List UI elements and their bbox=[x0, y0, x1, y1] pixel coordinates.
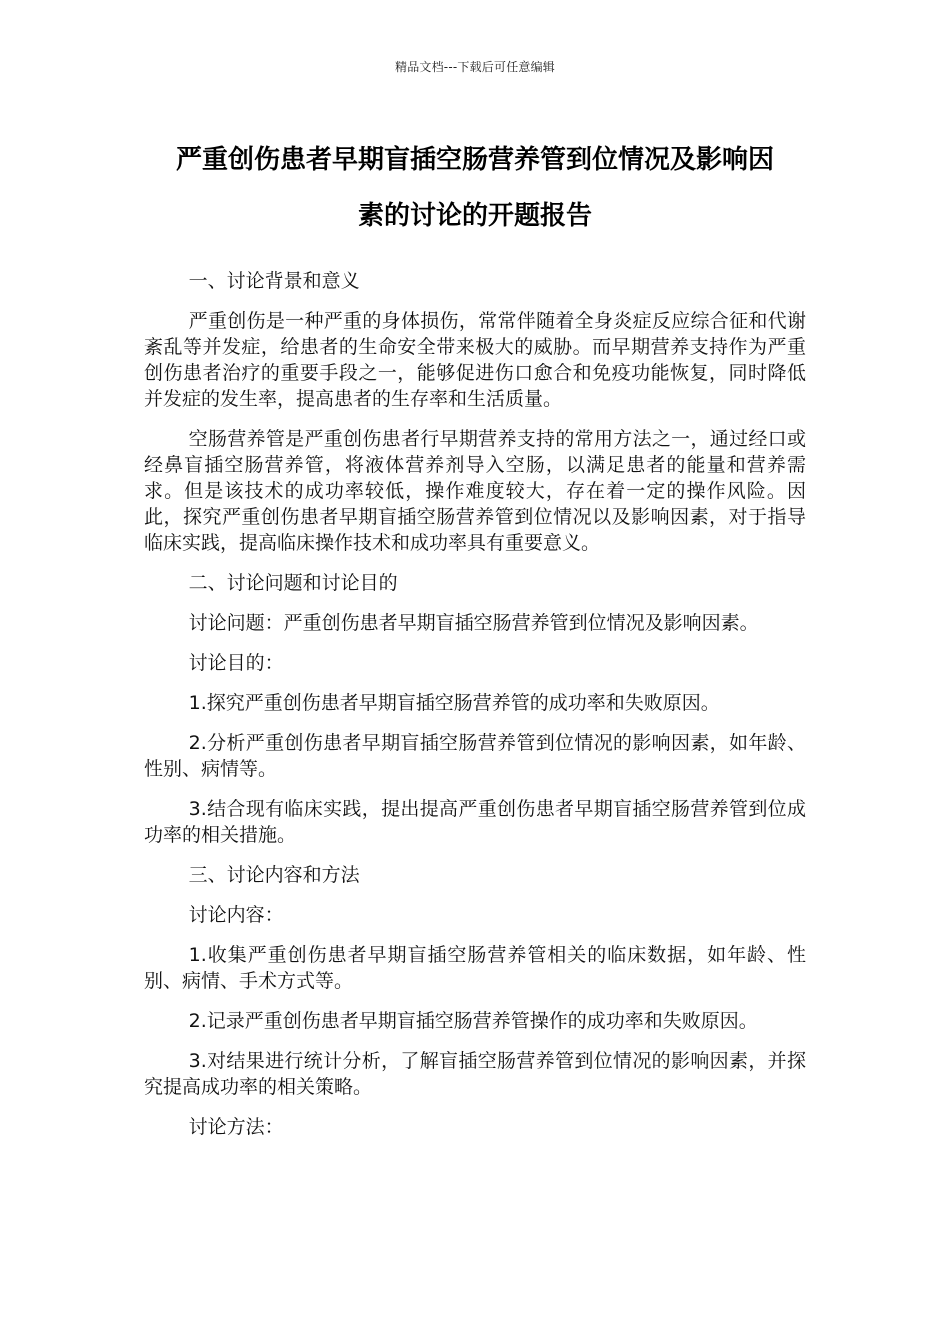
document-title bbox=[140, 132, 810, 244]
list-item: 1.收集严重创伤患者早期盲插空肠营养管相关的临床数据，如年龄、性别、病情、手术方式等。 bbox=[144, 944, 806, 992]
header-note: 精品文档---下载后可任意编辑 bbox=[395, 60, 555, 74]
section-3-heading: 三、讨论内容和方法 bbox=[188, 864, 360, 886]
list-item: 1.探究严重创伤患者早期盲插空肠营养管的成功率和失败原因。 bbox=[188, 692, 720, 714]
list-item: 2.记录严重创伤患者早期盲插空肠营养管操作的成功率和失败原因。 bbox=[188, 1010, 758, 1032]
paragraph: 讨论问题：严重创伤患者早期盲插空肠营养管到位情况及影响因素。 bbox=[188, 612, 759, 634]
paragraph: 严重创伤是一种严重的身体损伤，常常伴随着全身炎症反应综合征和代谢紊乱等并发症，给患者的生命安全带来极大的威胁。而早期营养支持作为严重创伤患者治疗的重要手段之一，能够促进伤口愈合和免疫功能恢复，同时降低并发症的发生率，提高患者的生存率和生活质量。 bbox=[144, 310, 806, 410]
title-line-1: 严重创伤患者早期盲插空肠营养管到位情况及影响因 bbox=[175, 145, 774, 175]
list-item: 2.分析严重创伤患者早期盲插空肠营养管到位情况的影响因素，如年龄、性别、病情等。 bbox=[144, 732, 806, 780]
section-1-heading: 一、讨论背景和意义 bbox=[188, 270, 360, 292]
list-item: 3.对结果进行统计分析，了解盲插空肠营养管到位情况的影响因素，并探究提高成功率的相关策略。 bbox=[144, 1050, 806, 1098]
section-2-heading: 二、讨论问题和讨论目的 bbox=[188, 572, 398, 594]
title-line-2: 素的讨论的开题报告 bbox=[357, 201, 592, 231]
document-body bbox=[144, 268, 806, 1154]
paragraph: 空肠营养管是严重创伤患者行早期营养支持的常用方法之一，通过经口或经鼻盲插空肠营养管，将液体营养剂导入空肠，以满足患者的能量和营养需求。但是该技术的成功率较低，操作难度较大，存在着一定的操作风险。因此，探究严重创伤患者早期盲插空肠营养管到位情况以及影响因素，对于指导临床实践，提高临床操作技术和成功率具有重要意义。 bbox=[144, 428, 806, 554]
paragraph: 讨论内容： bbox=[188, 904, 284, 926]
paragraph: 讨论目的： bbox=[188, 652, 284, 674]
paragraph: 讨论方法： bbox=[188, 1116, 284, 1138]
list-item: 3.结合现有临床实践，提出提高严重创伤患者早期盲插空肠营养管到位成功率的相关措施。 bbox=[144, 798, 806, 846]
